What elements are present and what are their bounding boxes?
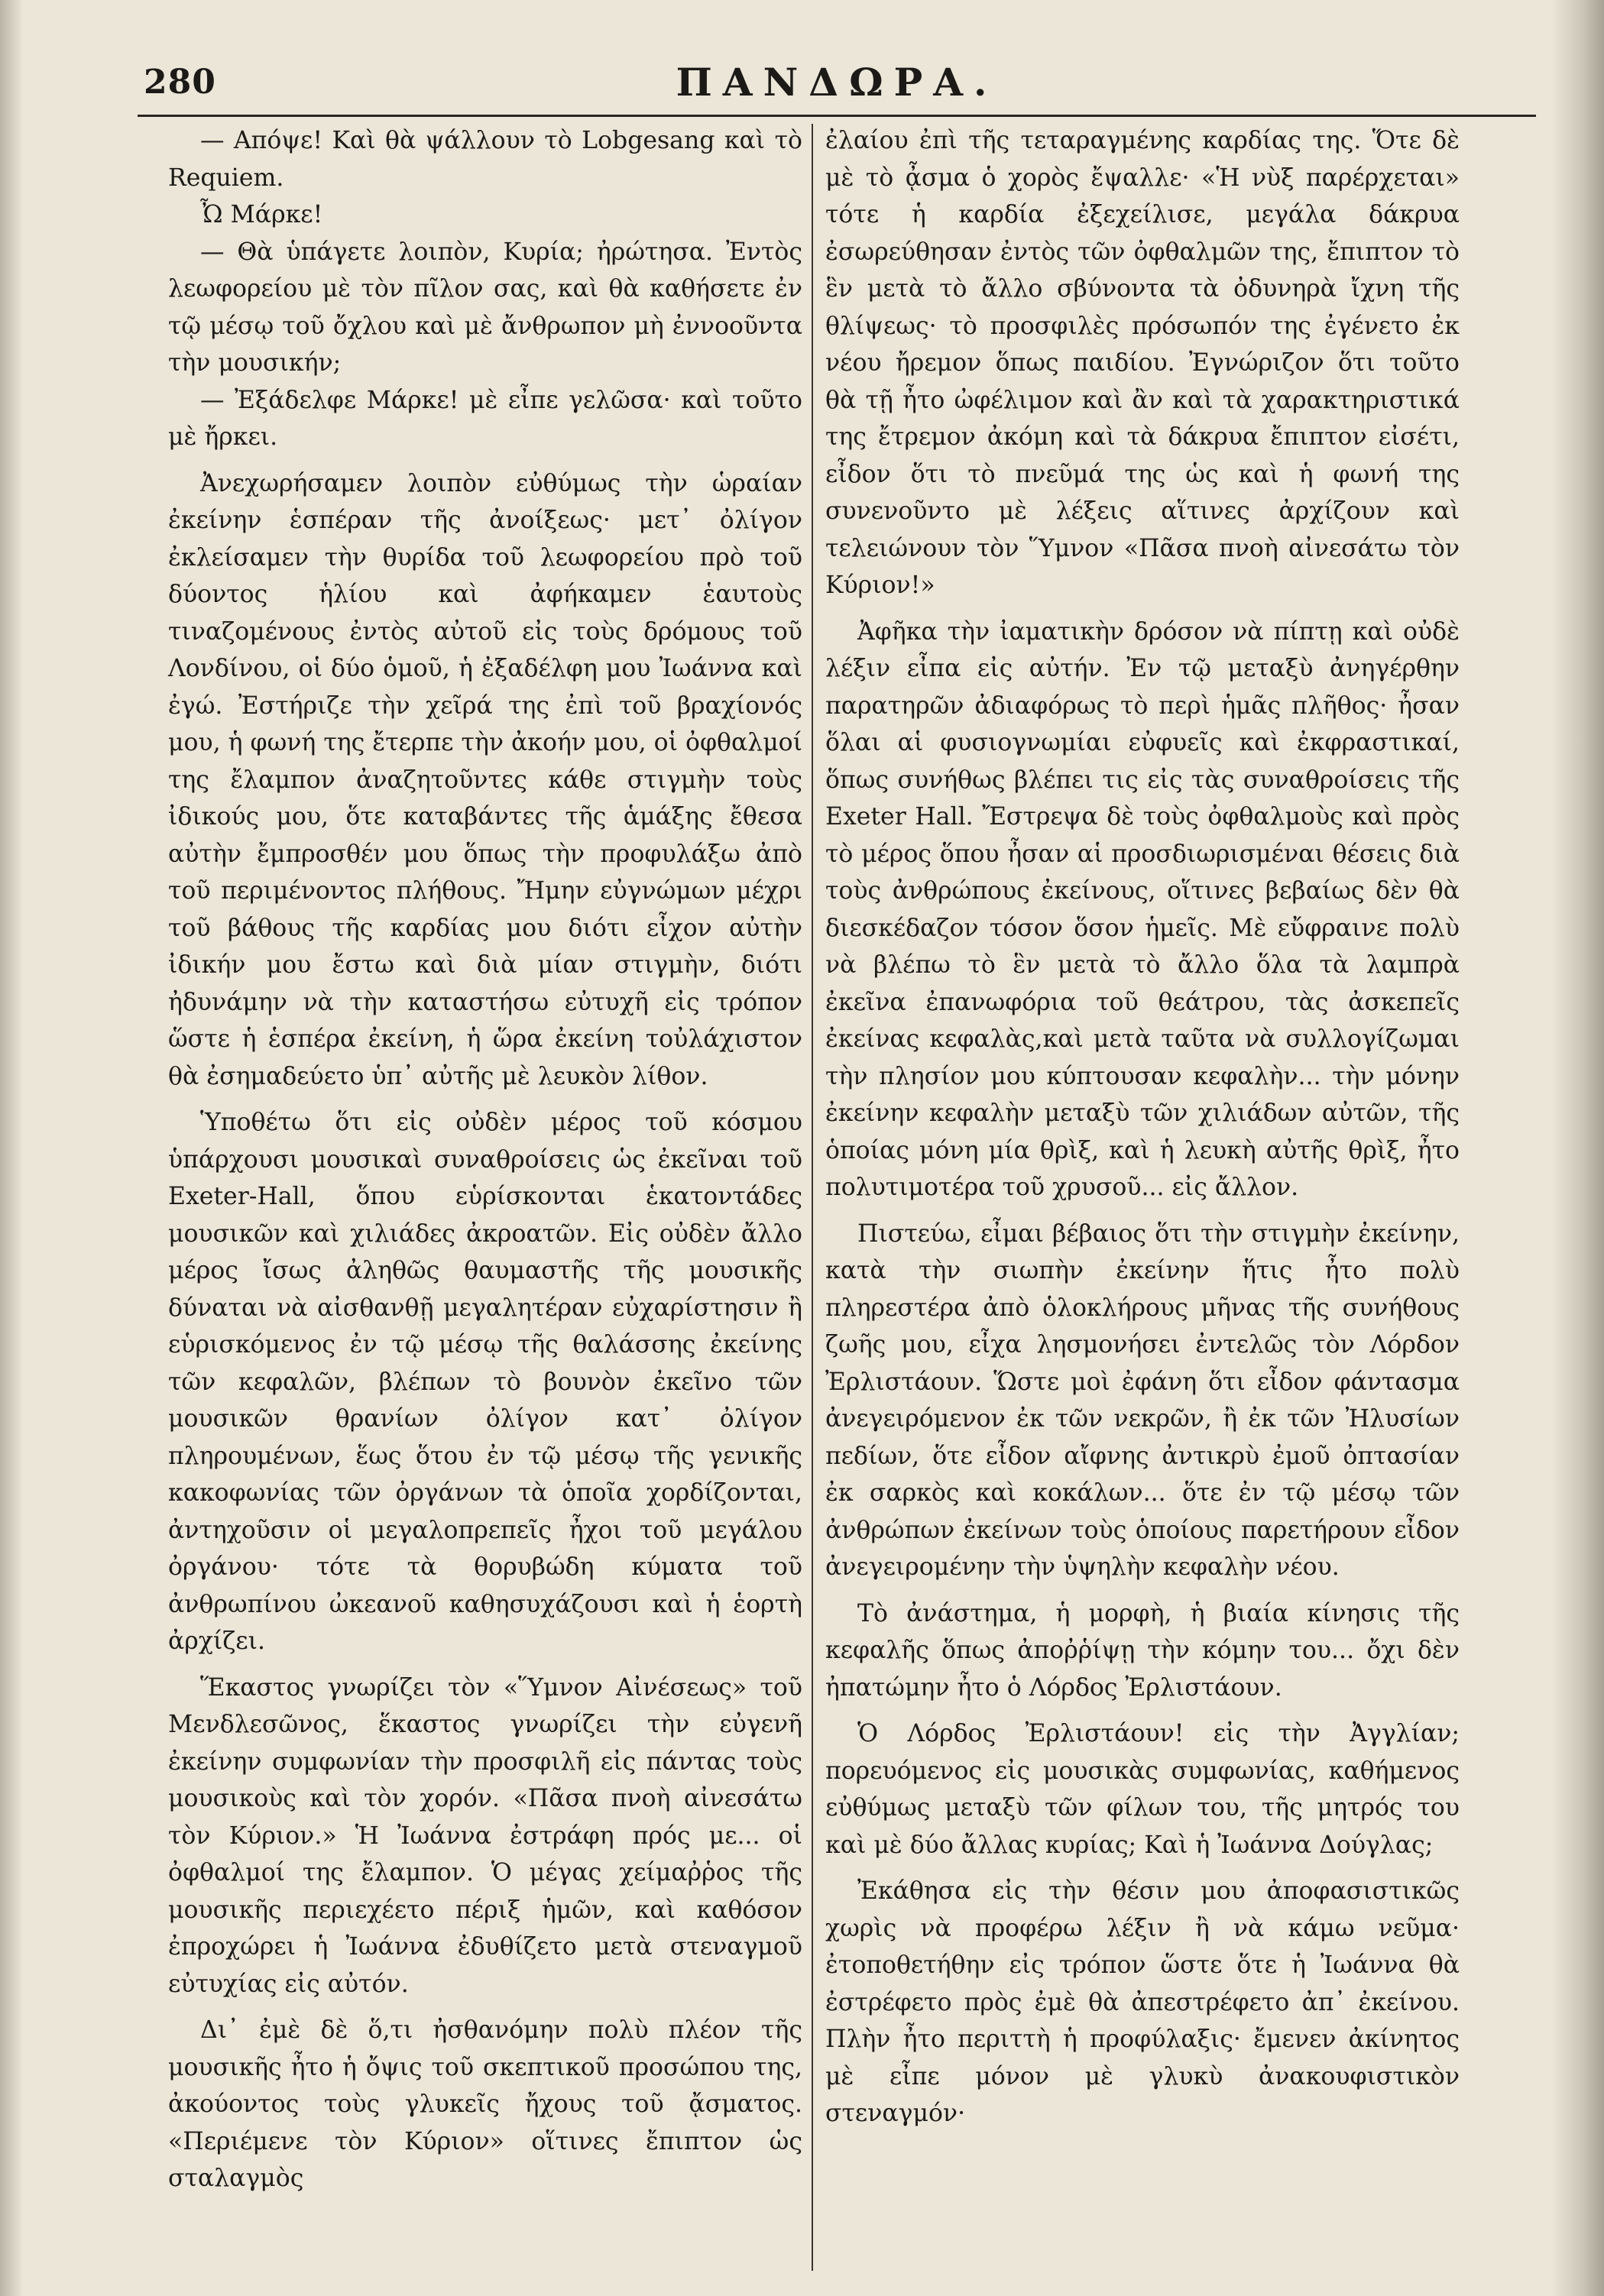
paragraph: Δι᾽ ἐμὲ δὲ ὅ,τι ἠσθανόμην πολὺ πλέον τῆς μουσικῆς ἦτο ἡ ὄψις τοῦ σκεπτικοῦ προσώπου της, ἀκούοντος τοὺς γλυκεῖς ἤχους τοῦ ᾄσματος. «Περιέμενε τὸν Κύριον» οἵτινες ἔπιπτον ὡς σταλαγμὸς xyxy=(168,2016,802,2192)
page-left-edge-shadow xyxy=(0,0,23,2296)
page-number: 280 xyxy=(144,63,216,102)
paragraph: Ἕκαστος γνωρίζει τὸν «Ὕμνον Αἰνέσεως» τοῦ Μενδλεσῶνος, ἕκαστος γνωρίζει τὴν εὐγενῆ ἐκείνην συμφωνίαν τὴν προσφιλῆ εἰς πάντας τοὺς μουσικοὺς καὶ τὸν χορόν. «Πᾶσα πνοὴ αἰνεσάτω τὸν Κύριον.» Ἡ Ἰωάννα ἐστράφη πρός με... οἱ ὀφθαλμοί της ἔλαμπον. Ὁ μέγας χείμαῤῥος τῆς μουσικῆς περιεχέετο πέριξ ἡμῶν, καὶ καθόσον ἐπροχώρει ἡ Ἰωάννα ἐδυθίζετο μετὰ στεναγμοῦ εὐτυχίας εἰς αὐτόν. xyxy=(168,1673,802,1998)
paragraph: Πιστεύω, εἶμαι βέβαιος ὅτι τὴν στιγμὴν ἐκείνην, κατὰ τὴν σιωπὴν ἐκείνην ἥτις ἦτο πολὺ πληρεστέρα ἀπὸ ὁλοκλήρους μῆνας τῆς συνήθους ζωῆς μου, εἶχα λησμονήσει ἐντελῶς τὸν Λόρδον Ἐρλιστάουν. Ὥστε μοὶ ἐφάνη ὅτι εἶδον φάντασμα ἀνεγειρόμενον ἐκ τῶν νεκρῶν, ἢ ἐκ τῶν Ἠλυσίων πεδίων, ὅτε εἶδον αἴφνης ἀντικρὺ ἐμοῦ ὀπτασίαν ἐκ σαρκὸς καὶ κοκάλων... ὅτε ἐν τῷ μέσῳ τῶν ἀνθρώπων ἐκείνων τοὺς ὁποίους παρετήρουν εἶδον ἀνεγειρομένην τὴν ὑψηλὴν κεφαλὴν νέου. xyxy=(825,1219,1460,1581)
paragraph: Ἐκάθησα εἰς τὴν θέσιν μου ἀποφασιστικῶς χωρὶς νὰ προφέρω λέξιν ἢ νὰ κάμω νεῦμα· ἐτοποθετήθην εἰς τρόπον ὥστε ὅτε ἡ Ἰωάννα θὰ ἐστρέφετο πρὸς ἐμὲ θὰ ἀπεστρέφετο ἀπ᾽ ἐκείνου. Πλὴν ἦτο περιττὴ ἡ προφύλαξις· ἔμενεν ἀκίνητος μὲ εἶπε μόνον μὲ γλυκὺ ἀνακουφιστικὸν στεναγμόν· xyxy=(825,1877,1460,2127)
paragraph: — Θὰ ὑπάγετε λοιπὸν, Κυρία; ἠρώτησα. Ἐντὸς λεωφορείου μὲ τὸν πῖλον σας, καὶ θὰ καθήσετε ἐν τῷ μέσῳ τοῦ ὄχλου καὶ μὲ ἄνθρωπον μὴ ἐννοοῦντα τὴν μουσικήν; xyxy=(168,238,802,377)
paragraph: Ἀνεχωρήσαμεν λοιπὸν εὐθύμως τὴν ὡραίαν ἐκείνην ἑσπέραν τῆς ἀνοίξεως· μετ᾽ ὀλίγον ἐκλείσαμεν τὴν θυρίδα τοῦ λεωφορείου πρὸ τοῦ δύοντος ἡλίου καὶ ἀφήκαμεν ἑαυτοὺς τιναζομένους ἐντὸς αὐτοῦ εἰς τοὺς δρόμους τοῦ Λονδίνου, οἱ δύο ὁμοῦ, ἡ ἐξαδέλφη μου Ἰωάννα καὶ ἐγώ. Ἐστήριζε τὴν χεῖρά της ἐπὶ τοῦ βραχίονός μου, ἡ φωνή της ἔτερπε τὴν ἀκοήν μου, οἱ ὀφθαλμοί της ἔλαμπον ἀναζητοῦντες κάθε στιγμὴν τοὺς ἰδικούς μου, ὅτε καταβάντες τῆς ἁμάξης ἔθεσα αὐτὴν ἔμπροσθέν μου ὅπως τὴν προφυλάξω ἀπὸ τοῦ περιμένοντος πλήθους. Ἤμην εὐγνώμων μέχρι τοῦ βάθους τῆς καρδίας μου διότι εἶχον αὐτὴν ἰδικήν μου ἔστω καὶ διὰ μίαν στιγμὴν, διότι ἠδυνάμην νὰ τὴν καταστήσω εὐτυχῆ εἰς τρόπον ὥστε ἡ ἑσπέρα ἐκείνη, ἡ ὥρα ἐκείνη τοὐλάχιστον θὰ ἐσημαδεύετο ὑπ᾽ αὐτῆς μὲ λευκὸν λίθον. xyxy=(168,469,802,1090)
paragraph: Τὸ ἀνάστημα, ἡ μορφὴ, ἡ βιαία κίνησις τῆς κεφαλῆς ὅπως ἀποῤῥίψῃ τὴν κόμην του... ὄχι δὲν ἠπατώμην ἦτο ὁ Λόρδος Ἐρλιστάουν. xyxy=(825,1599,1460,1702)
left-column xyxy=(168,122,802,2197)
running-title: ΠΑΝΔΩΡΑ. xyxy=(676,60,998,105)
right-column xyxy=(825,122,1460,2132)
paragraph: ἐλαίου ἐπὶ τῆς τεταραγμένης καρδίας της. Ὅτε δὲ μὲ τὸ ᾆσμα ὁ χορὸς ἔψαλλε· «Ἡ νὺξ παρέρχεται» τότε ἡ καρδία ἐξεχείλισε, μεγάλα δάκρυα ἐσωρεύθησαν ἐντὸς τῶν ὀφθαλμῶν της, ἔπιπτον τὸ ἓν μετὰ τὸ ἄλλο σβύνοντα τὰ ὀδυνηρὰ ἴχνη τῆς θλίψεως· τὸ προσφιλὲς πρόσωπόν της ἐγένετο ἐκ νέου ἤρεμον ὅπως παιδίου. Ἐγνώριζον ὅτι τοῦτο θὰ τῇ ἦτο ὠφέλιμον καὶ ἂν καὶ τὰ χαρακτηριστικά της ἔτρεμον ἀκόμη καὶ τὰ δάκρυα ἔπιπτον εἰσέτι, εἶδον ὅτι τὸ πνεῦμά της ὡς καὶ ἡ φωνή της συνενοῦντο μὲ λέξεις αἵτινες ἀρχίζουν καὶ τελειώνουν τὸν Ὕμνον «Πᾶσα πνοὴ αἰνεσάτω τὸν Κύριον!» xyxy=(825,127,1460,599)
header-rule xyxy=(138,115,1536,117)
column-rule xyxy=(812,124,813,2271)
page-gutter-shadow xyxy=(1551,0,1604,2296)
paragraph: — Απόψε! Καὶ θὰ ψάλλουν τὸ Lobgesang καὶ τὸ Requiem. xyxy=(168,127,802,192)
paragraph: Ὦ Μάρκε! xyxy=(200,201,323,228)
paragraph: Ἀφῆκα τὴν ἰαματικὴν δρόσον νὰ πίπτῃ καὶ οὐδὲ λέξιν εἶπα εἰς αὐτήν. Ἐν τῷ μεταξὺ ἀνηγέρθην παρατηρῶν ἀδιαφόρως τὸ περὶ ἡμᾶς πλῆθος· ἦσαν ὅλαι αἱ φυσιογνωμίαι εὐφυεῖς καὶ ἐκφραστικαί, ὅπως συνήθως βλέπει τις εἰς τὰς συναθροίσεις τῆς Exeter Hall. Ἔστρεψα δὲ τοὺς ὀφθαλμοὺς καὶ πρὸς τὸ μέρος ὅπου ἦσαν αἱ προσδιωρισμέναι θέσεις διὰ τοὺς ἀνθρώπους ἐκείνους, οἵτινες βεβαίως δὲν θὰ διεσκέδαζον τόσον ὅσον ἡμεῖς. Μὲ εὔφραινε πολὺ νὰ βλέπω τὸ ἓν μετὰ τὸ ἄλλο ὅλα τὰ λαμπρὰ ἐκεῖνα ἐπανωφόρια τοῦ θεάτρου, τὰς ἀσκεπεῖς ἐκείνας κεφαλὰς,καὶ μετὰ ταῦτα νὰ συλλογίζωμαι τὴν πλησίον μου κύπτουσαν κεφαλὴν... τὴν μόνην ἐκείνην κεφαλὴν μεταξὺ τῶν χιλιάδων αὐτῶν, τῆς ὁποίας μόνη μία θρὶξ, καὶ ἡ λευκὴ αὐτῆς θρὶξ, ἦτο πολυτιμοτέρα τοῦ χρυσοῦ... εἰς ἄλλον. xyxy=(825,617,1460,1201)
paragraph: — Ἐξάδελφε Μάρκε! μὲ εἶπε γελῶσα· καὶ τοῦτο μὲ ἤρκει. xyxy=(168,386,802,451)
running-header xyxy=(138,60,1536,113)
paragraph: Ὁ Λόρδος Ἐρλιστάουν! εἰς τὴν Ἀγγλίαν; πορευόμενος εἰς μουσικὰς συμφωνίας, καθήμενος εὐθύμως μεταξὺ τῶν φίλων του, τῆς μητρός του καὶ μὲ δύο ἄλλας κυρίας; Καὶ ἡ Ἰωάννα Δούγλας; xyxy=(825,1720,1460,1859)
paragraph: Ὑποθέτω ὅτι εἰς οὐδὲν μέρος τοῦ κόσμου ὑπάρχουσι μουσικαὶ συναθροίσεις ὡς ἐκεῖναι τοῦ Exeter-Hall, ὅπου εὑρίσκονται ἑκατοντάδες μουσικῶν καὶ χιλιάδες ἀκροατῶν. Εἰς οὐδὲν ἄλλο μέρος ἴσως ἀληθῶς θαυμαστῆς τῆς μουσικῆς δύναται νὰ αἰσθανθῇ μεγαλητέραν εὐχαρίστησιν ἢ εὑρισκόμενος ἐν τῷ μέσῳ τῆς θαλάσσης ἐκείνης τῶν κεφαλῶν, βλέπων τὸ βουνὸν ἐκεῖνο τῶν μουσικῶν θρανίων ὀλίγον κατ᾽ ὀλίγον πληρουμένων, ἕως ὅτου ἐν τῷ μέσῳ τῆς γενικῆς κακοφωνίας τῶν ὀργάνων τὰ ὁποῖα χορδίζονται, ἀντηχοῦσιν οἱ μεγαλοπρεπεῖς ἦχοι τοῦ μεγάλου ὀργάνου· τότε τὰ θορυβώδη κύματα τοῦ ἀνθρωπίνου ὠκεανοῦ καθησυχάζουσι καὶ ἡ ἑορτὴ ἀρχίζει. xyxy=(168,1109,802,1655)
